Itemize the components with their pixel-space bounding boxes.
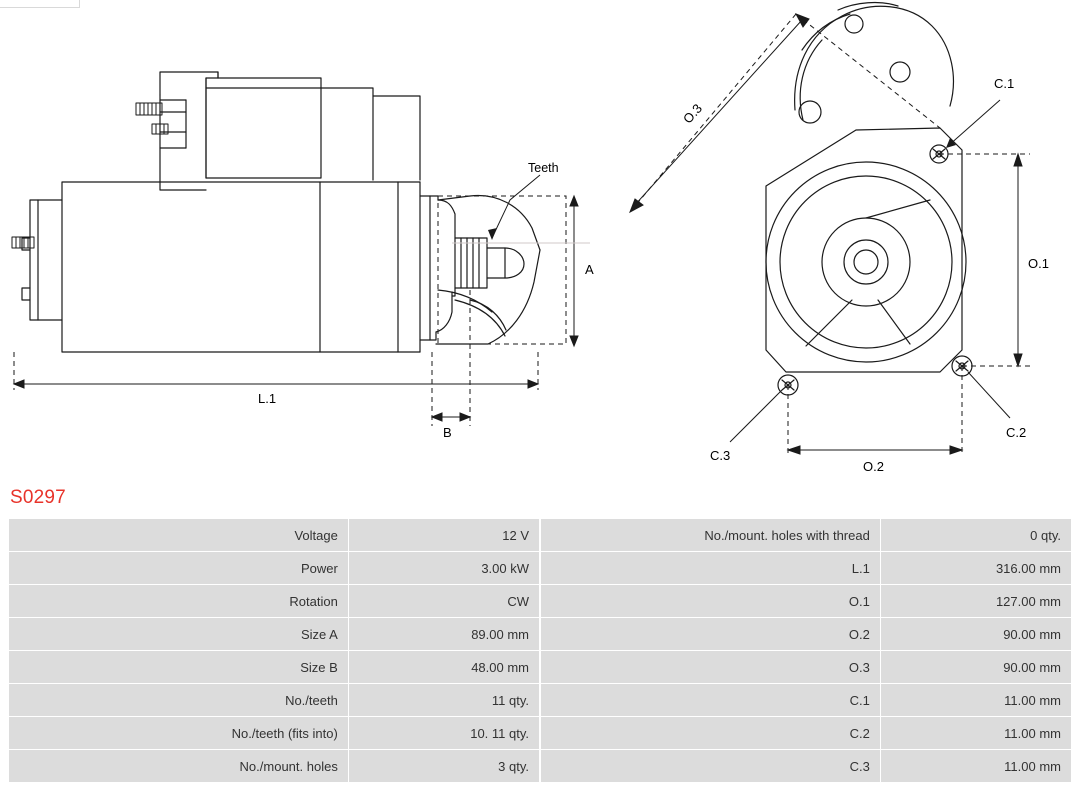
label-c3: C.3: [710, 448, 731, 463]
spec-table-left: [8, 518, 540, 783]
spec-label: No./mount. holes: [9, 750, 349, 783]
table-row: [9, 750, 540, 783]
spec-label: C.2: [541, 717, 881, 750]
spec-label: Size B: [9, 651, 349, 684]
spec-value: 90.00 mm: [880, 651, 1071, 684]
spec-value: 127.00 mm: [880, 585, 1071, 618]
table-row: [541, 618, 1072, 651]
spec-value: 316.00 mm: [880, 552, 1071, 585]
table-row: [9, 552, 540, 585]
specifications-tables: [8, 518, 1072, 783]
table-row: [9, 717, 540, 750]
table-row: [9, 519, 540, 552]
spec-value: 11.00 mm: [880, 750, 1071, 783]
label-size-b: B: [443, 425, 452, 440]
spec-value: 10. 11 qty.: [348, 717, 539, 750]
table-row: [541, 750, 1072, 783]
spec-label: No./mount. holes with thread: [541, 519, 881, 552]
spec-value: 48.00 mm: [348, 651, 539, 684]
label-teeth: Teeth: [528, 161, 559, 175]
table-row: [9, 651, 540, 684]
spec-label: No./teeth: [9, 684, 349, 717]
table-row: [541, 519, 1072, 552]
spec-label: Size A: [9, 618, 349, 651]
label-o1: O.1: [1028, 256, 1049, 271]
spec-label: O.1: [541, 585, 881, 618]
spec-value: 3.00 kW: [348, 552, 539, 585]
label-c1: C.1: [994, 76, 1015, 91]
spec-label: L.1: [541, 552, 881, 585]
spec-label: Voltage: [9, 519, 349, 552]
spec-value: CW: [348, 585, 539, 618]
part-number-title: S0297: [10, 487, 66, 508]
spec-value: 0 qty.: [880, 519, 1071, 552]
spec-table-right: [540, 518, 1072, 783]
table-row: [9, 618, 540, 651]
spec-label: O.3: [541, 651, 881, 684]
spec-label: O.2: [541, 618, 881, 651]
label-o3: O.3: [679, 100, 706, 127]
table-row: [541, 684, 1072, 717]
spec-label: Power: [9, 552, 349, 585]
spec-value: 3 qty.: [348, 750, 539, 783]
label-length-l1: L.1: [258, 391, 277, 406]
table-row: [9, 684, 540, 717]
spec-value: 11 qty.: [348, 684, 539, 717]
spec-value: 89.00 mm: [348, 618, 539, 651]
spec-label: C.3: [541, 750, 881, 783]
spec-value: 11.00 mm: [880, 717, 1071, 750]
spec-label: Rotation: [9, 585, 349, 618]
label-o2: O.2: [863, 459, 884, 474]
table-row: [541, 651, 1072, 684]
table-row: [541, 717, 1072, 750]
table-row: [541, 552, 1072, 585]
spec-value: 11.00 mm: [880, 684, 1071, 717]
table-row: [9, 585, 540, 618]
spec-value: 90.00 mm: [880, 618, 1071, 651]
label-c2: C.2: [1006, 425, 1027, 440]
spec-label: No./teeth (fits into): [9, 717, 349, 750]
spec-label: C.1: [541, 684, 881, 717]
starter-side-view-drawing: [0, 0, 610, 478]
starter-front-view-drawing: [610, 0, 1080, 478]
spec-value: 12 V: [348, 519, 539, 552]
table-row: [541, 585, 1072, 618]
label-size-a: A: [585, 262, 594, 277]
